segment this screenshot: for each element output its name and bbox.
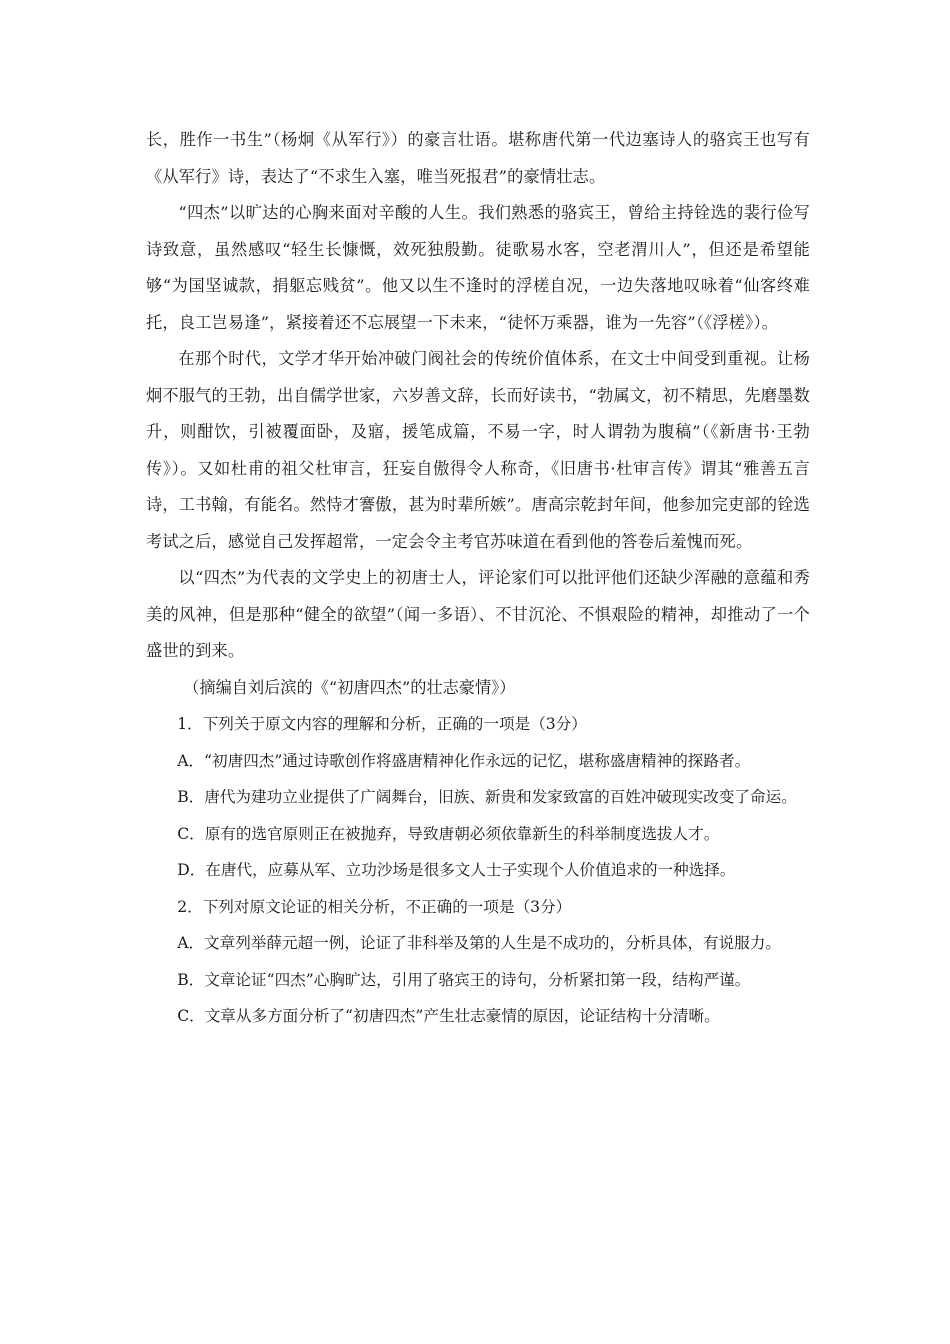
question-option: A．“初唐四杰”通过诗歌创作将盛唐精神化作永远的记忆，堪称盛唐精神的探路者。 bbox=[177, 751, 751, 770]
question-1 bbox=[146, 706, 810, 889]
question-2 bbox=[146, 889, 810, 1035]
passage-paragraph-4: 以“四杰”为代表的文学史上的初唐士人，评论家们可以批评他们还缺少浑融的意蕴和秀美的风神，但是那种“健全的欲望”（闻一多语）、不甘沉沦、不惧艰险的精神，却推动了一个盛世的到来。 bbox=[146, 568, 810, 660]
passage-source: （摘编自刘后滨的《“初唐四杰”的壮志豪情》） bbox=[183, 677, 516, 697]
question-option: C．文章从多方面分析了“初唐四杰”产生壮志豪情的原因，论证结构十分清晰。 bbox=[177, 1007, 720, 1025]
question-option: C．原有的选官原则正在被抛弃，导致唐朝必须依靠新生的科举制度选拔人才。 bbox=[177, 824, 720, 843]
passage-paragraph-1-continued: 长，胜作一书生”（杨炯《从军行》）的豪言壮语。堪称唐代第一代边塞诗人的骆宾王也写有《从军行》诗，表达了“不求生入塞，唯当死报君”的豪情壮志。 bbox=[146, 130, 810, 186]
question-stem: 2．下列对原文论证的相关分析，不正确的一项是（3分） bbox=[177, 897, 572, 916]
question-option: B．唐代为建功立业提供了广阔舞台，旧族、新贵和发家致富的百姓冲破现实改变了命运。 bbox=[177, 788, 797, 806]
question-option: B．文章论证“四杰”心胸旷达，引用了骆宾王的诗句，分析紧扣第一段，结构严谨。 bbox=[177, 970, 751, 989]
document-body bbox=[146, 122, 810, 1035]
question-option: D．在唐代，应募从军、立功沙场是很多文人士子实现个人价值追求的一种选择。 bbox=[177, 861, 736, 879]
question-stem: 1．下列关于原文内容的理解和分析，正确的一项是（3分） bbox=[177, 715, 587, 733]
passage-paragraph-3: 在那个时代，文学才华开始冲破门阀社会的传统价值体系，在文士中间受到重视。让杨炯不服气的王勃，出自儒学世家，六岁善文辞，长而好读书，“勃属文，初不精思，先磨墨数升，则酣饮，引被覆面卧，及寤，援笔成篇，不易一字，时人谓勃为腹稿”（《新唐书·王勃传》）。又如杜甫的祖父杜审言，狂妄自傲得令人称奇，《旧唐书·杜审言传》谓其“雅善五言诗，工书翰，有能名。然恃才謇傲，甚为时辈所嫉”。唐高宗乾封年间，他参加完吏部的铨选考试之后，感觉自己发挥超常，一定会令主考官苏味道在看到他的答卷后羞愧而死。 bbox=[146, 349, 810, 551]
question-option: A．文章列举薛元超一例，论证了非科举及第的人生是不成功的，分析具体，有说服力。 bbox=[177, 934, 782, 952]
passage-paragraph-2: “四杰”以旷达的心胸来面对辛酸的人生。我们熟悉的骆宾王，曾给主持铨选的裴行俭写诗致意，虽然感叹“轻生长慷慨，效死独殷勤。徒歌易水客，空老渭川人”，但还是希望能够“为国坚诚款，捐躯忘贱贫”。他又以生不逢时的浮槎自况，一边失落地叹咏着“仙客终难托，良工岂易逢”，紧接着还不忘展望一下未来，“徒怀万乘器，谁为一先容”（《浮槎》）。 bbox=[146, 203, 810, 332]
